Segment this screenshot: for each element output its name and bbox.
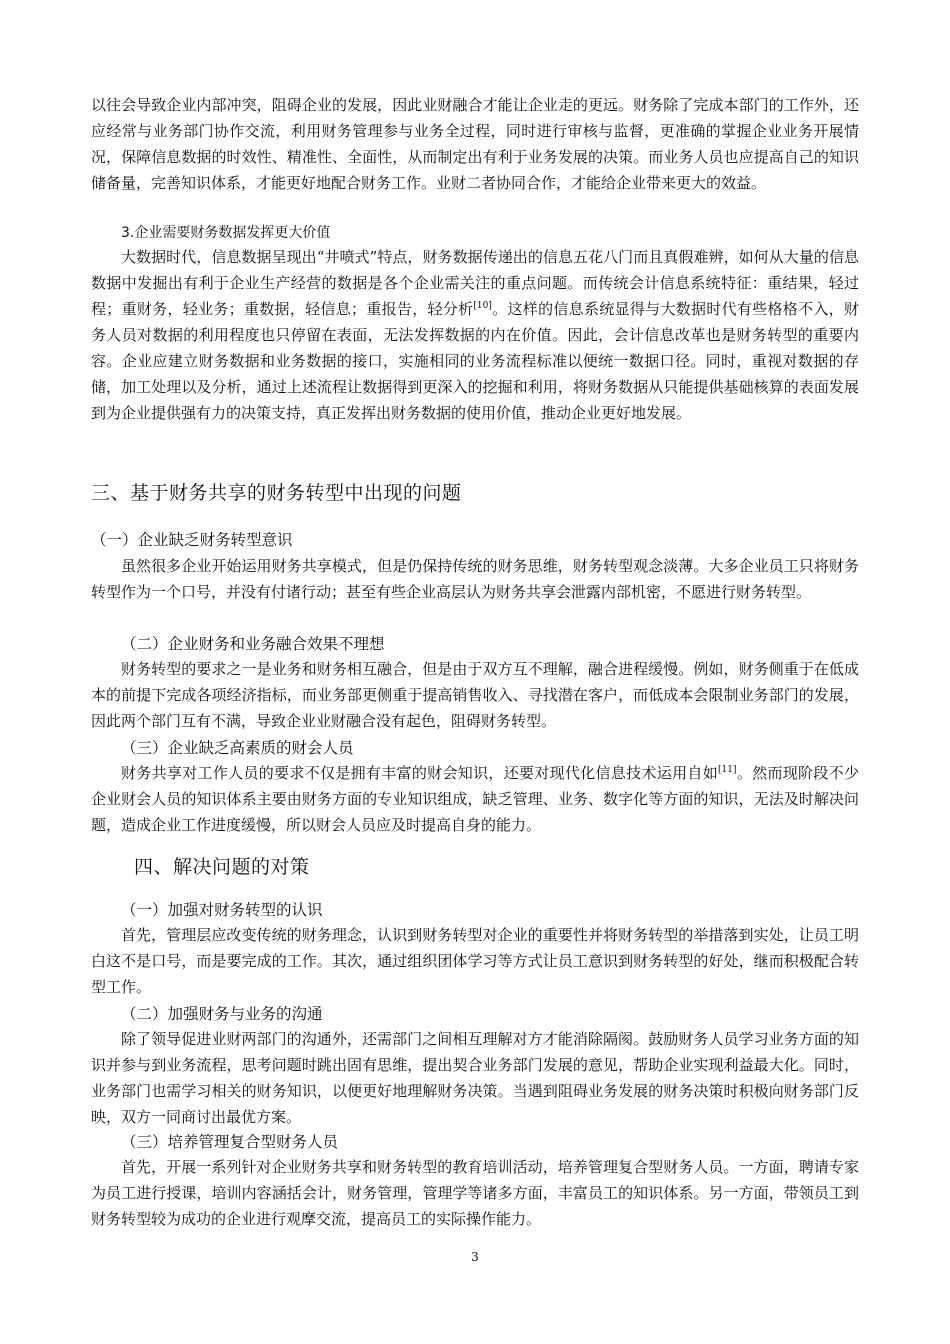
section-3-3-text (91, 760, 859, 838)
section-4-1-text: 首先，管理层应改变传统的财务理念，认识到财务转型对企业的重要性并将财务转型的举措落到实处，让员工明白这不是口号，而是要完成的工作。其次，通过组织团体学习等方式让员工意识到财务转型的好处，继而积极配合转型工作。 (91, 926, 859, 996)
section-4-2-text: 除了领导促进业财两部门的沟通外，还需部门之间相互理解对方才能消除隔阂。鼓励财务人员学习业务方面的知识并参与到业务流程，思考问题时跳出固有思维，提出契合业务部门发展的意见，帮助企业实现利益最大化。同时，业务部门也需学习相关的财务知识，以便更好地理解财务决策。当遇到阻碍业务发展的财务决策时积极向财务部门反映，双方一同商讨出最优方案。 (91, 1030, 859, 1126)
section-3-heading: 三、基于财务共享的财务转型中出现的问题 (91, 482, 462, 504)
section-3-1-text: 虽然很多企业开始运用财务共享模式，但是仍保持传统的财务思维，财务转型观念淡薄。大多企业员工只将财务转型作为一个口号，并没有付诸行动；甚至有些企业高层认为财务共享会泄露内部机密，不愿进行财务转型。 (91, 557, 859, 601)
section-4-2-heading: （二）加强财务与业务的沟通 (121, 1005, 323, 1023)
paragraph-big-data-text-a: 大数据时代，信息数据呈现出“井喷式”特点，财务数据传递出的信息五花八门而且真假难辨，如何从大量的信息数据中发掘出有利于企业生产经营的数据是各个企业需关注的重点问题。而传统会计信息系统特征：重结果，轻过程；重财务，轻业务；重数据，轻信息；重报告，轻分析 (91, 248, 859, 318)
section-3-3-text-a: 财务共享对工作人员的要求不仅是拥有丰富的财会知识，还要对现代化信息技术运用自如 (121, 764, 719, 782)
section-3-2-text: 财务转型的要求之一是业务和财务相互融合，但是由于双方互不理解，融合进程缓慢。例如，财务侧重于在低成本的前提下完成各项经济指标，而业务部更侧重于提高销售收入、寻找潜在客户，而低成本会限制业务部门的发展，因此两个部门互有不满，导致企业业财融合没有起色，阻碍财务转型。 (91, 660, 859, 730)
section-3-1-heading: （一）企业缺乏财务转型意识 (91, 531, 293, 549)
section-4-3-heading: （三）培养管理复合型财务人员 (121, 1133, 339, 1151)
section-4-1-heading: （一）加强对财务转型的认识 (121, 901, 323, 919)
page-number: 3 (471, 1250, 479, 1264)
paragraph-continued: 以往会导致企业内部冲突，阻碍企业的发展，因此业财融合才能让企业走的更远。财务除了完成本部门的工作外，还应经常与业务部门协作交流，利用财务管理参与业务全过程，同时进行审核与监督，更准确的掌握企业业务开展情况，保障信息数据的时效性、精准性、全面性，从而制定出有利于业务发展的决策。而业务人员也应提高自己的知识储备量，完善知识体系，才能更好地配合财务工作。业财二者协同合作，才能给企业带来更大的效益。 (91, 96, 859, 192)
section-4-heading: 四、解决问题的对策 (134, 856, 310, 878)
paragraph-big-data-text-b: 。这样的信息系统显得与大数据时代有些格格不入，财务人员对数据的利用程度也只停留在表面，无法发挥数据的内在价值。因此，会计信息改革也是财务转型的重要内容。企业应建立财务数据和业务数据的接口，实施相同的业务流程标准以便统一数据口径。同时，重视对数据的存储，加工处理以及分析，通过上述流程让数据得到更深入的挖掘和利用，将财务数据从只能提供基础核算的表面发展到为企业提供强有力的决策支持，真正发挥出财务数据的使用价值，推动企业更好地发展。 (91, 300, 859, 422)
citation-11: [11] (718, 765, 737, 775)
paragraph-big-data (91, 244, 859, 426)
section-3-3-heading: （三）企业缺乏高素质的财会人员 (121, 739, 354, 757)
subheading-3: 3.企业需要财务数据发挥更大价值 (121, 225, 331, 241)
section-4-3-text: 首先，开展一系列针对企业财务共享和财务转型的教育培训活动，培养管理复合型财务人员。一方面，聘请专家为员工进行授课，培训内容涵括会计，财务管理，管理学等诸多方面，丰富员工的知识体系。另一方面，带领员工到财务转型较为成功的企业进行观摩交流，提高员工的实际操作能力。 (91, 1158, 859, 1228)
section-3-3-text-b: 。然而现阶段不少企业财会人员的知识体系主要由财务方面的专业知识组成，缺乏管理、业务、数字化等方面的知识，无法及时解决问题，造成企业工作进度缓慢，所以财会人员应及时提高自身的能力。 (91, 764, 859, 834)
citation-10: [10] (473, 301, 492, 311)
section-3-2-heading: （二）企业财务和业务融合效果不理想 (121, 635, 385, 653)
